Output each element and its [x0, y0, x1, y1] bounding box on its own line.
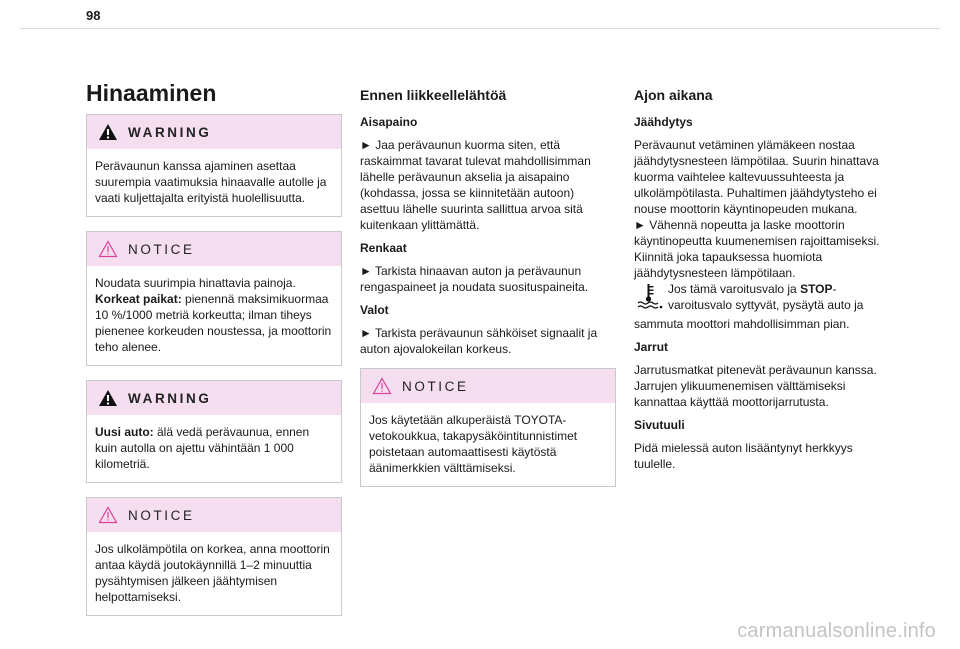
warning-text — [95, 424, 333, 472]
subsection-text: Pidä mielessä auton lisääntynyt herkkyys tuulelle. — [634, 441, 853, 471]
warning-box-2 — [86, 380, 342, 483]
warning-triangle-icon — [98, 123, 118, 141]
warning-box-1 — [86, 114, 342, 217]
notice-text-rest: pienennä maksimikuormaa 10 %/1000 metriä korkeutta; ilman tiheys pienenee korkeuden noustessa, ja moottorin teho alenee. — [95, 292, 332, 354]
warning-box-header — [87, 115, 341, 149]
warning-triangle-icon — [98, 389, 118, 407]
notice-text: Noudata suurimpia hinattavia painoja. — [95, 276, 296, 290]
column-left — [86, 114, 342, 616]
notice-triangle-icon — [98, 240, 118, 258]
notice-label: NOTICE — [128, 507, 195, 523]
notice-triangle-icon — [98, 506, 118, 524]
subsection-heading: Valot — [360, 303, 389, 317]
warning-text-rest: älä vedä perävaunua, ennen kuin autolla on ajettu vähintään 1 000 kilometriä. — [95, 425, 310, 471]
coolant-warning-text — [668, 281, 880, 313]
subsection-text: ► Jaa perävaunun kuorma siten, että raskaimmat tavarat tulevat mahdollisimman lähelle perävaunun akselia ja aisapaino (kohdassa, jossa se kiinnitetään autoon) asettuu lähelle suurinta sallittua arvoa sitä kuitenkaan ylittämättä. — [360, 138, 591, 232]
notice-text: Jos käytetään alkuperäistä TOYOTA-vetokoukkua, takapysäköintitunnistimet poistetaan automaattisesti käytöstä äänimerkkien välttämiseksi. — [369, 413, 578, 475]
subsection-heading: Jarrut — [634, 340, 669, 354]
warning-label: WARNING — [128, 390, 212, 406]
notice-box-3 — [360, 368, 616, 487]
notice-triangle-icon — [372, 377, 392, 395]
stop-label: STOP — [800, 282, 833, 296]
subsection-heading: Jäähdytys — [634, 115, 693, 129]
notice-text-2 — [95, 291, 333, 355]
notice-label: NOTICE — [402, 378, 469, 394]
subsection-text-3: sammuta moottori mahdollisimman pian. — [634, 317, 850, 331]
notice-box-header — [87, 498, 341, 532]
subsection-heading: Sivutuuli — [634, 418, 685, 432]
notice-box-1 — [86, 231, 342, 366]
watermark: carmanualsonline.info — [737, 620, 936, 642]
notice-box-2 — [86, 497, 342, 616]
subsection-text: ► Tarkista hinaavan auton ja perävaunun rengaspaineet ja noudata suosituspaineita. — [360, 264, 589, 294]
coolant-text-start: Jos tämä varoitusvalo ja — [668, 282, 801, 296]
coolant-temperature-icon — [634, 281, 668, 316]
page-number: 98 — [86, 8, 101, 23]
notice-label: NOTICE — [128, 241, 195, 257]
header-divider — [20, 28, 940, 29]
page-title: Hinaaminen — [86, 80, 217, 106]
subsection-heading: Aisapaino — [360, 115, 418, 129]
warning-bold-lead: Uusi auto: — [95, 425, 154, 439]
warning-text: Perävaunun kanssa ajaminen asettaa suurempia vaatimuksia hinaavalle autolle ja vaati kuljettajalta erityistä huolellisuutta. — [95, 159, 327, 205]
coolant-warning-note — [634, 281, 880, 316]
subsection-text: Jarrutusmatkat pitenevät perävaunun kanssa. Jarrujen ylikuumenemisen välttämiseksi kannattaa käyttää moottorijarrutusta. — [634, 363, 877, 409]
coolant-text-end: -varoitusvalo syttyvät, pysäytä auto ja — [668, 282, 864, 312]
notice-box-header — [361, 369, 615, 403]
section-heading: Ajon aikana — [634, 87, 713, 103]
subsection-text: Perävaunut vetäminen ylämäkeen nostaa jäähdytysnesteen lämpötilaa. Suurin hinattava kuorma vaihtelee kaltevuussuhteesta ja ulkolämpötilasta. Puhaltimen jäähdytysteho ei nouse moottorin käyntinopeuden mukana. — [634, 138, 879, 216]
notice-box-header — [87, 232, 341, 266]
subsection-text-2: ► Vähennä nopeutta ja laske moottorin käyntinopeutta kuumenemisen rajoittamiseksi. Kiinnitä joka tapauksessa huomiota jäähdytysnesteen lämpötilaan. — [634, 218, 880, 280]
notice-text: Jos ulkolämpötila on korkea, anna moottorin antaa käydä joutokäynnillä 1–2 minuuttia pysähtymisen jälkeen jäähtymisen helpottamiseksi. — [95, 542, 330, 604]
subsection-heading: Renkaat — [360, 241, 407, 255]
column-right — [634, 87, 880, 472]
warning-label: WARNING — [128, 124, 212, 140]
column-middle — [360, 87, 616, 487]
warning-box-header — [87, 381, 341, 415]
notice-bold-lead: Korkeat paikat: — [95, 292, 182, 306]
subsection-text: ► Tarkista perävaunun sähköiset signaalit ja auton ajovalokeilan korkeus. — [360, 326, 598, 356]
section-heading: Ennen liikkeellelähtöä — [360, 87, 507, 103]
